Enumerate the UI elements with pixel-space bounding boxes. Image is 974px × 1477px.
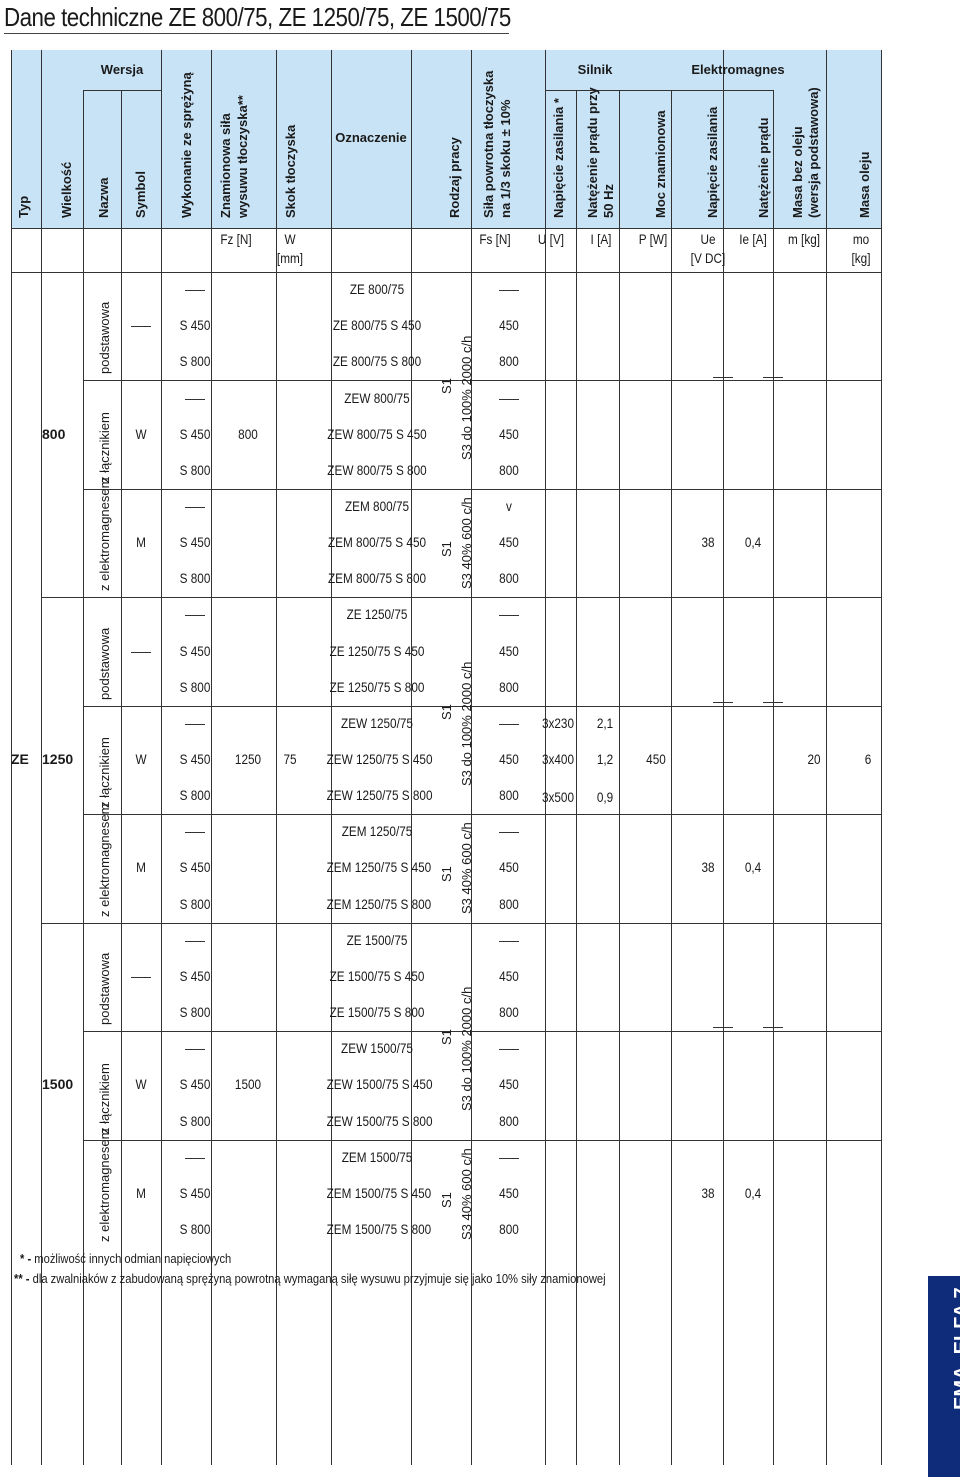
work-s1: S1 [439,541,454,558]
unit-ie: Ie [A] [739,231,767,247]
unit-m: m [kg] [787,231,821,247]
unit-vdc: [V DC] [690,250,726,266]
version-line [83,489,881,490]
fs-dash [499,399,519,400]
spring-variant: S 450 [179,751,211,768]
header-znamionowa-2: wysuwu tłoczyska** [235,95,250,218]
model-designation: ZEM 1500/75 S 450 [326,1184,432,1201]
model-designation: ZEM 1500/75 [341,1148,413,1165]
model-designation: ZE 1250/75 S 800 [329,678,425,695]
model-designation: ZEW 1250/75 [341,714,413,731]
version-elektromagnes: z elektromagnesem [97,477,112,592]
model-designation: ZE 800/75 [349,281,405,298]
fz-value: 1500 [234,1076,262,1093]
spring-variant: S 800 [179,1220,211,1237]
unit-i: I [A] [590,231,612,247]
unit-kg: [kg] [851,250,871,266]
fz-value: 1250 [234,751,262,768]
unit-mm: [mm] [276,250,304,266]
size-separator [41,597,881,598]
em-ue: 38 [701,534,715,551]
fs-dash [499,832,519,833]
fs-value: 800 [499,570,519,587]
version-podstawowa: podstawowa [97,952,112,1026]
header-masa-1: Masa bez oleju [790,126,805,218]
fz-value: 800 [238,425,258,442]
header-rodzaj-pracy: Rodzaj pracy [447,137,462,218]
fs-value: 800 [499,787,519,804]
version-podstawowa: podstawowa [97,627,112,700]
model-designation: ZEM 1250/75 S 450 [326,859,432,876]
model-designation: ZEM 800/75 S 800 [327,570,427,587]
work-s3: S3 do 100% 2000 c/h [459,986,474,1112]
model-designation: ZE 1500/75 [346,931,408,948]
header-masa-2: (wersja podstawowa) [806,87,821,218]
model-designation: ZE 800/75 S 800 [332,353,422,370]
footnote-2: ** - dla zwalniaków z zabudowaną sprężyną powrotną wymaganą siłę wysuwu przyjmuje się jako 10% siły znamionowej [14,1271,606,1286]
spring-variant: S 450 [179,317,211,334]
typ-value: ZE [11,751,29,768]
header-sila-2: na 1/3 skoku ± 10% [498,99,513,218]
em-ie: 0,4 [744,534,762,551]
header-wielkosc: Wielkość [59,161,74,218]
header-znamionowa-1: Znamionowa siła [218,113,233,218]
model-designation: ZEM 1250/75 S 800 [326,895,432,912]
silnik-underline [545,90,723,91]
work-s3-em: S3 40% 600 c/h [459,822,474,915]
model-designation: ZEW 800/75 [344,389,410,406]
version-elektromagnes: z elektromagnesem [97,1128,112,1243]
motor-i: 1,2 [596,751,614,768]
fs-value: 800 [499,353,519,370]
fs-value: 450 [499,1076,519,1093]
model-designation: ZEW 1500/75 S 800 [326,1112,433,1129]
fs-dash [499,724,519,725]
units-bottom-line [11,272,881,273]
header-nazwa: Nazwa [96,177,111,218]
footnote-1: * - możliwość innych odmian napięciowych [20,1251,232,1266]
version-line [83,706,881,707]
em-ie: 0,4 [744,859,762,876]
spring-variant: S 800 [179,1112,211,1129]
model-designation: ZE 1500/75 S 800 [329,1004,425,1021]
unit-fs: Fs [N] [479,231,511,247]
ue-dash [713,377,733,378]
em-ue: 38 [701,859,715,876]
fs-dash [499,615,519,616]
header-e-natezenie: Natężenie prądu [756,117,771,218]
size-label: 1500 [42,1076,74,1093]
grid-vline [619,90,620,1465]
grid-vline [881,50,882,1465]
model-designation: ZEM 800/75 [344,497,410,514]
header-sila-1: Siła powrotna tłoczyska [481,70,496,218]
work-s1: S1 [439,1029,454,1046]
spring-dash [185,1158,205,1159]
fs-dash [499,1049,519,1050]
fs-value: 800 [499,461,519,478]
header-moc: Moc znamionowa [653,110,668,218]
fs-value: 800 [499,678,519,695]
wersja-underline [83,90,161,91]
symbol-m: M [136,859,146,876]
em-ie: 0,4 [744,1184,762,1201]
spring-variant: S 450 [179,642,211,659]
symbol-m: M [136,1184,146,1201]
version-podstawowa: podstawowa [97,302,112,375]
spring-dash [185,507,205,508]
fs-value: 800 [499,1004,519,1021]
model-designation: ZE 1250/75 [346,606,408,623]
work-s1: S1 [439,703,454,720]
header-masa-oleju: Masa oleju [857,151,872,218]
unit-fz: Fz [N] [220,231,252,247]
work-s3: S3 do 100% 2000 c/h [459,336,474,461]
fs-value: 450 [499,967,519,984]
header-silnik: Silnik [577,62,613,77]
work-s1: S1 [439,378,454,395]
symbol-dash [131,326,151,327]
motor-u: 3x500 [541,789,575,806]
spring-variant: S 800 [179,353,211,370]
header-bottom-line [11,228,881,229]
fs-value: 450 [499,534,519,551]
symbol-w: W [135,1076,147,1093]
skok-value: 75 [283,751,297,768]
header-skok: Skok tłoczyska [283,124,298,218]
fs-value: 450 [499,642,519,659]
header-napiecie: Napięcie zasilania * [551,98,566,218]
model-designation: ZEW 1500/75 S 450 [326,1076,433,1093]
header-typ: Typ [16,195,31,218]
grid-vline [576,90,577,1465]
spring-variant: S 450 [179,425,211,442]
version-line [83,380,881,381]
version-elektromagnes: z elektromagnesem [97,803,112,917]
header-oznaczenie: Oznaczenie [335,130,407,145]
symbol-w: W [135,425,147,442]
spring-variant: S 800 [179,678,211,695]
mass-m: 20 [807,751,821,768]
spring-dash [185,615,205,616]
spring-variant: S 450 [179,1076,211,1093]
spring-variant: S 450 [179,859,211,876]
version-lacznik: z łącznikiem [97,1062,112,1134]
mass-mo: 6 [864,751,872,768]
motor-u: 3x230 [541,714,575,731]
ue-dash [713,702,733,703]
header-wykonanie: Wykonanie ze sprężyną [179,72,194,218]
grid-vline [671,90,672,1465]
unit-u: U [V] [537,231,565,247]
spring-dash [185,1049,205,1050]
header-symbol: Symbol [133,171,148,218]
brand-label: EMA–ELFA 7 [951,1287,973,1410]
model-designation: ZEW 1500/75 [341,1040,413,1057]
elektromagnes-underline [723,90,773,91]
spring-dash [185,941,205,942]
model-designation: ZEM 1250/75 [341,823,413,840]
unit-w: W [284,231,296,247]
spring-dash [185,290,205,291]
spring-dash [185,399,205,400]
unit-p: P [W] [638,231,668,247]
header-elektromagnes: Elektromagnes [691,62,785,77]
fs-value: 450 [499,751,519,768]
model-designation: ZEW 800/75 S 800 [327,461,427,478]
spring-variant: S 450 [179,967,211,984]
spring-variant: S 800 [179,1004,211,1021]
motor-u: 3x400 [541,751,575,768]
symbol-dash [131,652,151,653]
spring-dash [185,724,205,725]
version-lacznik: z łącznikiem [97,412,112,483]
fs-value: v [506,497,512,514]
size-separator [41,923,881,924]
spring-variant: S 450 [179,1184,211,1201]
technical-data-table [11,50,881,1245]
spring-variant: S 800 [179,570,211,587]
spring-variant: S 450 [179,534,211,551]
fs-dash [499,290,519,291]
header-natezenie-2: 50 Hz [601,184,616,218]
ue-dash [713,1027,733,1028]
symbol-dash [131,977,151,978]
em-ue: 38 [701,1184,715,1201]
model-designation: ZEW 1250/75 S 800 [326,787,433,804]
unit-mo: mo [852,231,870,247]
spring-variant: S 800 [179,895,211,912]
spring-variant: S 800 [179,461,211,478]
header-wersja: Wersja [100,62,144,77]
model-designation: ZEW 1250/75 S 450 [326,751,433,768]
symbol-w: W [135,751,147,768]
model-designation: ZEW 800/75 S 450 [327,425,427,442]
fs-value: 450 [499,317,519,334]
header-e-napiecie: Napięcie zasilania [705,106,720,218]
motor-p: 450 [646,751,666,768]
fs-value: 450 [499,1184,519,1201]
work-s3-em: S3 40% 600 c/h [459,1148,474,1240]
spring-dash [185,832,205,833]
fs-value: 450 [499,859,519,876]
version-line [83,814,881,815]
version-lacznik: z łącznikiem [97,737,112,809]
fs-dash [499,941,519,942]
title-underline [4,33,509,34]
model-designation: ZE 1500/75 S 450 [329,967,425,984]
work-s1: S1 [439,1191,454,1208]
model-designation: ZEM 1500/75 S 800 [326,1220,432,1237]
header-natezenie-1: Natężenie prądu przy [585,87,600,218]
model-designation: ZE 1250/75 S 450 [329,642,425,659]
motor-i: 0,9 [596,789,614,806]
version-line [83,1140,881,1141]
ie-dash [763,1027,783,1028]
spring-variant: S 800 [179,787,211,804]
grid-vline [773,90,774,1465]
work-s1: S1 [439,866,454,883]
model-designation: ZE 800/75 S 450 [332,317,422,334]
fs-value: 450 [499,425,519,442]
motor-i: 2,1 [596,714,614,731]
work-s3: S3 do 100% 2000 c/h [459,661,474,786]
fs-value: 800 [499,895,519,912]
fs-dash [499,1158,519,1159]
size-label: 800 [42,425,66,442]
model-designation: ZEM 800/75 S 450 [327,534,427,551]
symbol-m: M [136,534,146,551]
work-s3-em: S3 40% 600 c/h [459,497,474,590]
page-title: Dane techniczne ZE 800/75, ZE 1250/75, ZE 1500/75 [4,2,511,32]
fs-value: 800 [499,1112,519,1129]
ie-dash [763,702,783,703]
ie-dash [763,377,783,378]
size-label: 1250 [42,751,74,768]
version-line [83,1031,881,1032]
fs-value: 800 [499,1220,519,1237]
unit-ue: Ue [700,231,716,247]
